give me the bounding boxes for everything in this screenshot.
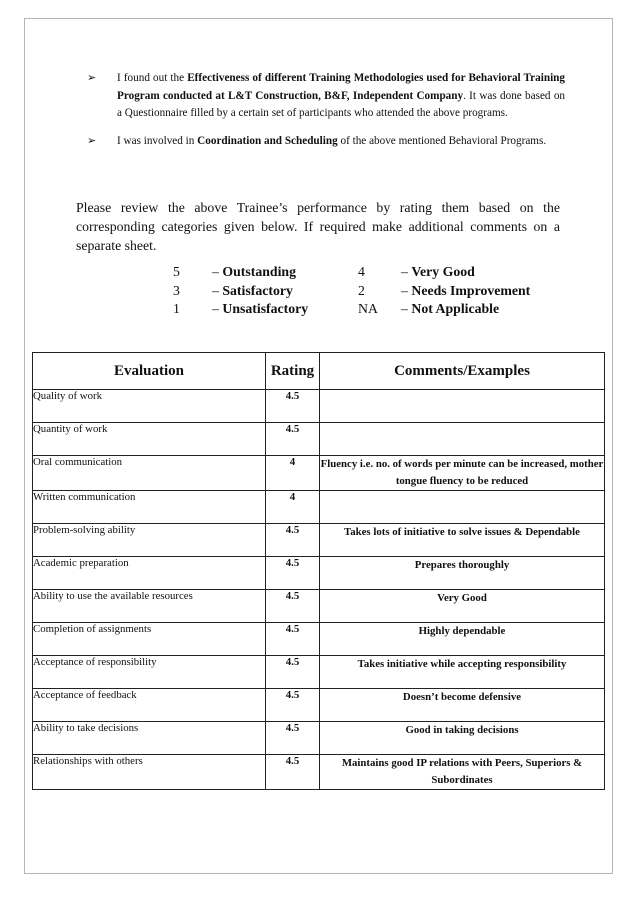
comment-cell: Very Good (320, 590, 605, 623)
criterion-cell: Ability to take decisions (33, 722, 266, 755)
bold-text: Coordination and Scheduling (197, 134, 338, 147)
legend-label: – Unsatisfactory (212, 301, 309, 316)
legend-code: 1 (173, 301, 180, 316)
table-row (33, 623, 605, 656)
legend-code: 2 (358, 282, 365, 298)
rating-cell: 4.5 (266, 656, 320, 689)
comment-cell: Takes lots of initiative to solve issues & Dependable (320, 524, 605, 557)
legend-row (170, 282, 570, 301)
legend-label-text: Very Good (411, 264, 475, 279)
comment-cell: Good in taking decisions (320, 722, 605, 755)
rating-cell: 4 (266, 491, 320, 524)
bullet-list (87, 70, 565, 160)
comment-cell: Takes initiative while accepting responsibility (320, 656, 605, 689)
rating-legend (170, 263, 570, 319)
criterion-cell: Acceptance of feedback (33, 689, 266, 722)
comment-cell (320, 390, 605, 423)
rating-cell: 4.5 (266, 689, 320, 722)
table-row (33, 524, 605, 557)
comment-cell: Fluency i.e. no. of words per minute can be increased, mother tongue fluency to be reduced (320, 456, 605, 491)
comment-cell: Maintains good IP relations with Peers, Superiors & Subordinates (320, 755, 605, 790)
bullet-item (87, 70, 565, 123)
arrow-bullet-icon: ➢ (87, 134, 97, 147)
table-row (33, 755, 605, 790)
legend-label: – Needs Improvement (401, 282, 531, 298)
criterion-cell: Written communication (33, 491, 266, 524)
criterion-cell: Ability to use the available resources (33, 590, 266, 623)
evaluation-table (32, 352, 605, 790)
legend-label-text: Outstanding (222, 264, 296, 279)
table-row (33, 656, 605, 689)
text: I was involved in (117, 134, 198, 147)
legend-code: 5 (173, 264, 180, 279)
rating-cell: 4.5 (266, 722, 320, 755)
legend-label: – Outstanding (212, 264, 296, 279)
comment-cell: Doesn’t become defensive (320, 689, 605, 722)
legend-label: – Not Applicable (401, 301, 500, 316)
legend-row (170, 300, 570, 319)
criterion-cell: Quality of work (33, 390, 266, 423)
table-row (33, 423, 605, 456)
bold-text: Effectiveness of different Training Methodologies used for Behavioral Training Program conducted at L&T Construction, B&F, Independent Company (117, 72, 565, 102)
table-row (33, 590, 605, 623)
comment-cell: Highly dependable (320, 623, 605, 656)
rating-cell: 4.5 (266, 590, 320, 623)
rating-cell: 4.5 (266, 557, 320, 590)
header-evaluation: Evaluation (33, 353, 266, 390)
legend-label: – Satisfactory (212, 282, 293, 298)
bullet-item (87, 133, 565, 151)
legend-code: 4 (358, 264, 365, 279)
rating-cell: 4 (266, 456, 320, 491)
rating-cell: 4.5 (266, 755, 320, 790)
text: I found out the (117, 72, 188, 84)
criterion-cell: Completion of assignments (33, 623, 266, 656)
table-row (33, 557, 605, 590)
legend-label-text: Satisfactory (222, 282, 293, 298)
legend-label: – Very Good (401, 264, 475, 279)
legend-row (170, 263, 570, 282)
criterion-cell: Academic preparation (33, 557, 266, 590)
criterion-cell: Quantity of work (33, 423, 266, 456)
criterion-cell: Oral communication (33, 456, 266, 491)
criterion-cell: Acceptance of responsibility (33, 656, 266, 689)
legend-label-text: Unsatisfactory (222, 301, 309, 316)
legend-label-text: Not Applicable (411, 301, 500, 316)
rating-cell: 4.5 (266, 423, 320, 456)
rating-cell: 4.5 (266, 524, 320, 557)
instructions-paragraph: Please review the above Trainee’s performance by rating them based on the corresponding categories given below. If required make additional comments on a separate sheet. (76, 200, 560, 253)
header-rating: Rating (266, 353, 320, 390)
legend-code: 3 (173, 282, 180, 298)
legend-label-text: Needs Improvement (411, 282, 531, 298)
table-row (33, 390, 605, 423)
criterion-cell: Relationships with others (33, 755, 266, 790)
table-row (33, 491, 605, 524)
rating-cell: 4.5 (266, 390, 320, 423)
comment-cell (320, 423, 605, 456)
table-row (33, 722, 605, 755)
text: of the above mentioned Behavioral Programs. (337, 134, 547, 147)
rating-cell: 4.5 (266, 623, 320, 656)
comment-cell (320, 491, 605, 524)
text: . It was done based on a Questionnaire filled by a certain set of participants who attended the above programs. (117, 89, 566, 119)
comment-cell: Prepares thoroughly (320, 557, 605, 590)
table-row (33, 456, 605, 491)
criterion-cell: Problem-solving ability (33, 524, 266, 557)
table-header-row (33, 353, 605, 390)
header-comments: Comments/Examples (320, 353, 605, 390)
table-row (33, 689, 605, 722)
legend-code: NA (358, 301, 378, 316)
arrow-bullet-icon: ➢ (87, 72, 97, 84)
